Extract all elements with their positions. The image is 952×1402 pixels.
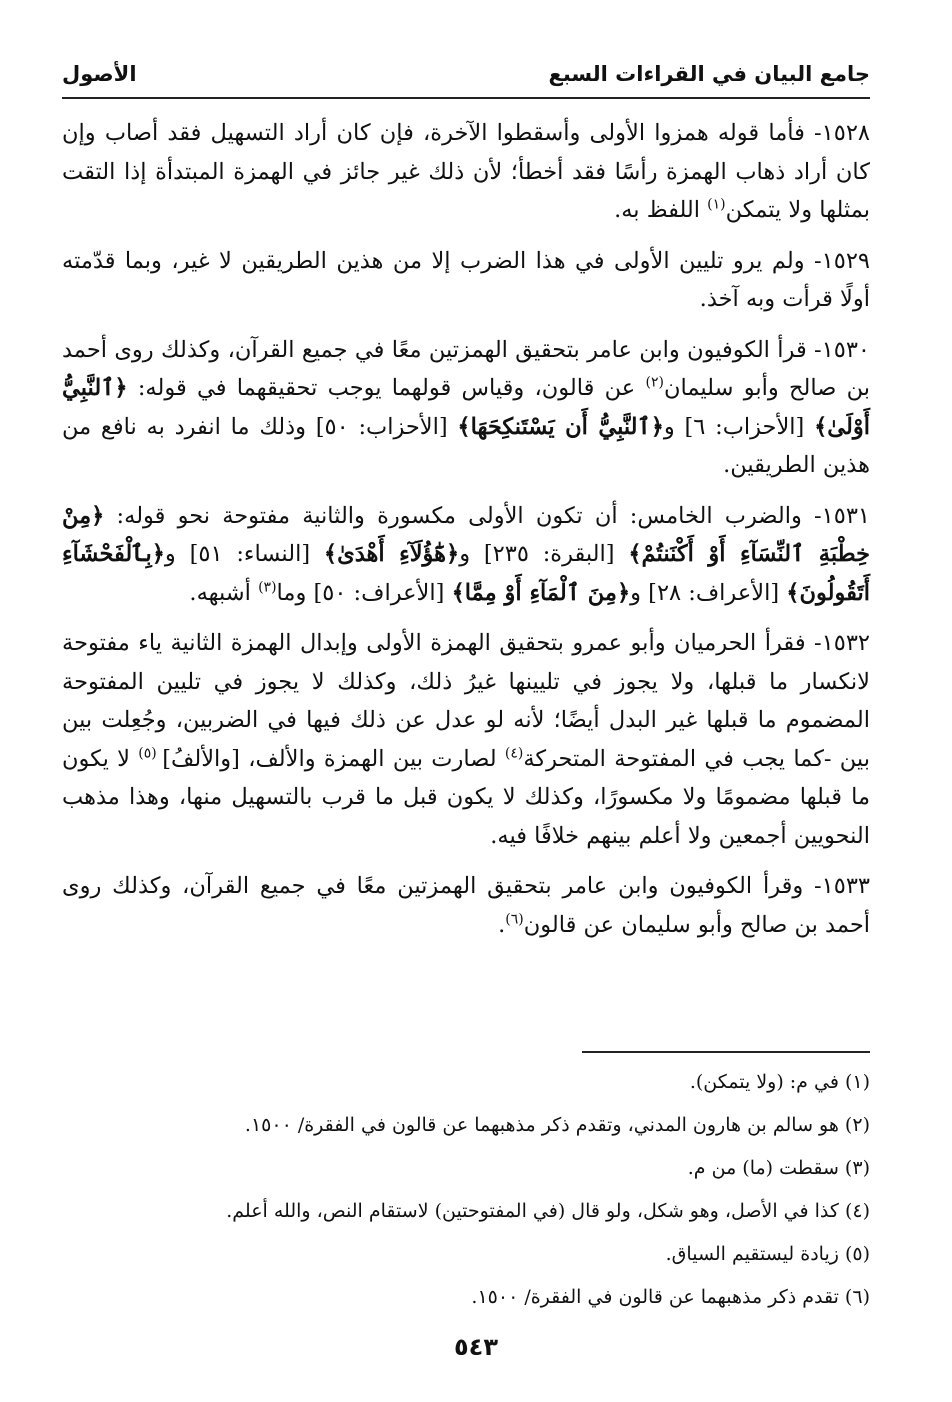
section-title: الأصول: [62, 62, 137, 86]
book-title: جامع البيان في القراءات السبع: [548, 62, 870, 86]
paragraph-text: [الأعراف: ٥٠] وما: [276, 579, 452, 606]
paragraph-text: ١٥٣٢- فقرأ الحرميان وأبو عمرو بتحقيق الهمزة الأولى وإبدال الهمزة الثانية ياء مفتوحة لانكسار ما قبلها، ولا يجوز في تليينها غيرُ ذلك، وكذلك لا يجوز في تليين المفتوحة المضموم ما قبلها غير البدل أيضًا؛ لأنه لو عدل عن ذلك فيها في الضربين، وجُعِلت بين بين -كما يجب في المفتوحة المتحركة: [62, 630, 870, 772]
quran-quote: ﴿بِٱلْفَحْشَآءِ أَتَقُولُونَ﴾: [62, 541, 870, 606]
footnotes: [100, 1070, 870, 1328]
quran-quote: ﴿ٱلنَّبِيُّ أَوْلَىٰ﴾: [62, 375, 870, 440]
paragraph-text: [النساء: ٥١] و: [164, 541, 324, 567]
paragraph-text: [الأحزاب: ٥٠] وذلك ما انفرد به نافع من هذين الطريقين.: [62, 413, 870, 478]
footnote-separator: [582, 1051, 870, 1053]
paragraph-text: لا يكون ما قبلها مضمومًا ولا مكسورًا، وكذلك لا يكون قبل ما قرب بالتسهيل منها، وهذا مذهب النحويين أجمعين ولا أعلم بينهم خلافًا فيه.: [62, 745, 870, 849]
quran-quote: ﴿مِنْ خِطْبَةِ ٱلنِّسَآءِ أَوْ أَكْنَنتُمْ﴾: [62, 502, 870, 567]
footnote-6: (٦) تقدم ذكر مذهبهما عن قالون في الفقرة/ ١٥٠٠.: [471, 1286, 870, 1308]
quran-quote: ﴿ٱلنَّبِيُّ أَن يَسْتَنكِحَهَا﴾: [457, 413, 664, 440]
footnote-2: (٢) هو سالم بن هارون المدني، وتقدم ذكر مذهبهما عن قالون في الفقرة/ ١٥٠٠.: [244, 1114, 870, 1136]
paragraph-text: ١٥٣١- والضرب الخامس: أن تكون الأولى مكسورة والثانية مفتوحة نحو قوله:: [104, 502, 870, 529]
paragraph-text: لصارت بين الهمزة والألف، [والألفُ]: [162, 745, 505, 772]
quran-quote: ﴿هَٰٓؤُلَآءِ أَهْدَىٰ﴾: [323, 541, 460, 567]
footnote-1: (١) في م: (ولا يتمكن).: [689, 1071, 870, 1093]
paragraph-text: أشبهه.: [189, 579, 259, 606]
paragraph-1531: [62, 497, 870, 613]
paragraph-1528: [62, 114, 870, 230]
main-text: [62, 114, 870, 956]
paragraph-text: عن قالون، وقياس قولهما يوجب تحقيقهما في قوله:: [127, 375, 646, 401]
paragraph-text: [الأعراف: ٢٨] و: [630, 579, 787, 606]
paragraph-text: [الأحزاب: ٦] و: [663, 413, 815, 440]
paragraph-text: ١٥٣٣- وقرأ الكوفيون وابن عامر بتحقيق الهمزتين معًا في جميع القرآن، وكذلك روى أحمد بن صالح وأبو سليمان عن قالون: [62, 873, 870, 938]
paragraph-1530: [62, 331, 870, 485]
running-header: [62, 58, 870, 98]
paragraph-text: .: [498, 911, 506, 938]
header-rule: [62, 97, 870, 99]
paragraph-1532: [62, 624, 870, 855]
footnote-ref: (٤): [504, 745, 524, 761]
footnote-5: (٥) زيادة ليستقيم السياق.: [665, 1243, 870, 1265]
footnote-ref: (٥): [138, 745, 163, 761]
paragraph-1533: [62, 867, 870, 944]
paragraph-text: ١٥٢٨- فأما قوله همزوا الأولى وأسقطوا الآخرة، فإن كان أراد التسهيل فقد أصاب وإن كان أراد ذهاب الهمزة رأسًا فقد أخطأ؛ لأن ذلك غير جائز في الهمزة المبتدأة إذا التقت بمثلها ولا يتمكن: [62, 120, 870, 223]
footnote-ref: (٦): [505, 911, 524, 927]
footnote-4: (٤) كذا في الأصل، وهو شكل، ولو قال (في المفتوحتين) لاستقام النص، والله أعلم.: [226, 1200, 870, 1222]
quran-quote: ﴿مِنَ ٱلْمَآءِ أَوْ مِمَّا﴾: [451, 579, 631, 606]
paragraph-text: اللفظ به.: [614, 197, 708, 223]
page-number: ٥٤٣: [454, 1333, 498, 1361]
footnote-ref: (٢): [645, 374, 664, 391]
footnote-ref: (٣): [258, 579, 277, 595]
footnote-ref: (١): [707, 196, 726, 213]
footnote-3: (٣) سقطت (ما) من م.: [687, 1157, 870, 1179]
paragraph-1529: [62, 242, 870, 319]
paragraph-text: ١٥٣٠- قرأ الكوفيون وابن عامر بتحقيق الهمزتين معًا في جميع القرآن، وكذلك روى أحمد بن صالح وأبو سليمان: [62, 336, 870, 401]
paragraph-text: ١٥٢٩- ولم يرو تليين الأولى في هذا الضرب إلا من هذين الطريقين لا غير، وبما قدّمته أولًا قرأت وبه آخذ.: [62, 247, 870, 312]
paragraph-text: [البقرة: ٢٣٥] و: [459, 541, 629, 567]
